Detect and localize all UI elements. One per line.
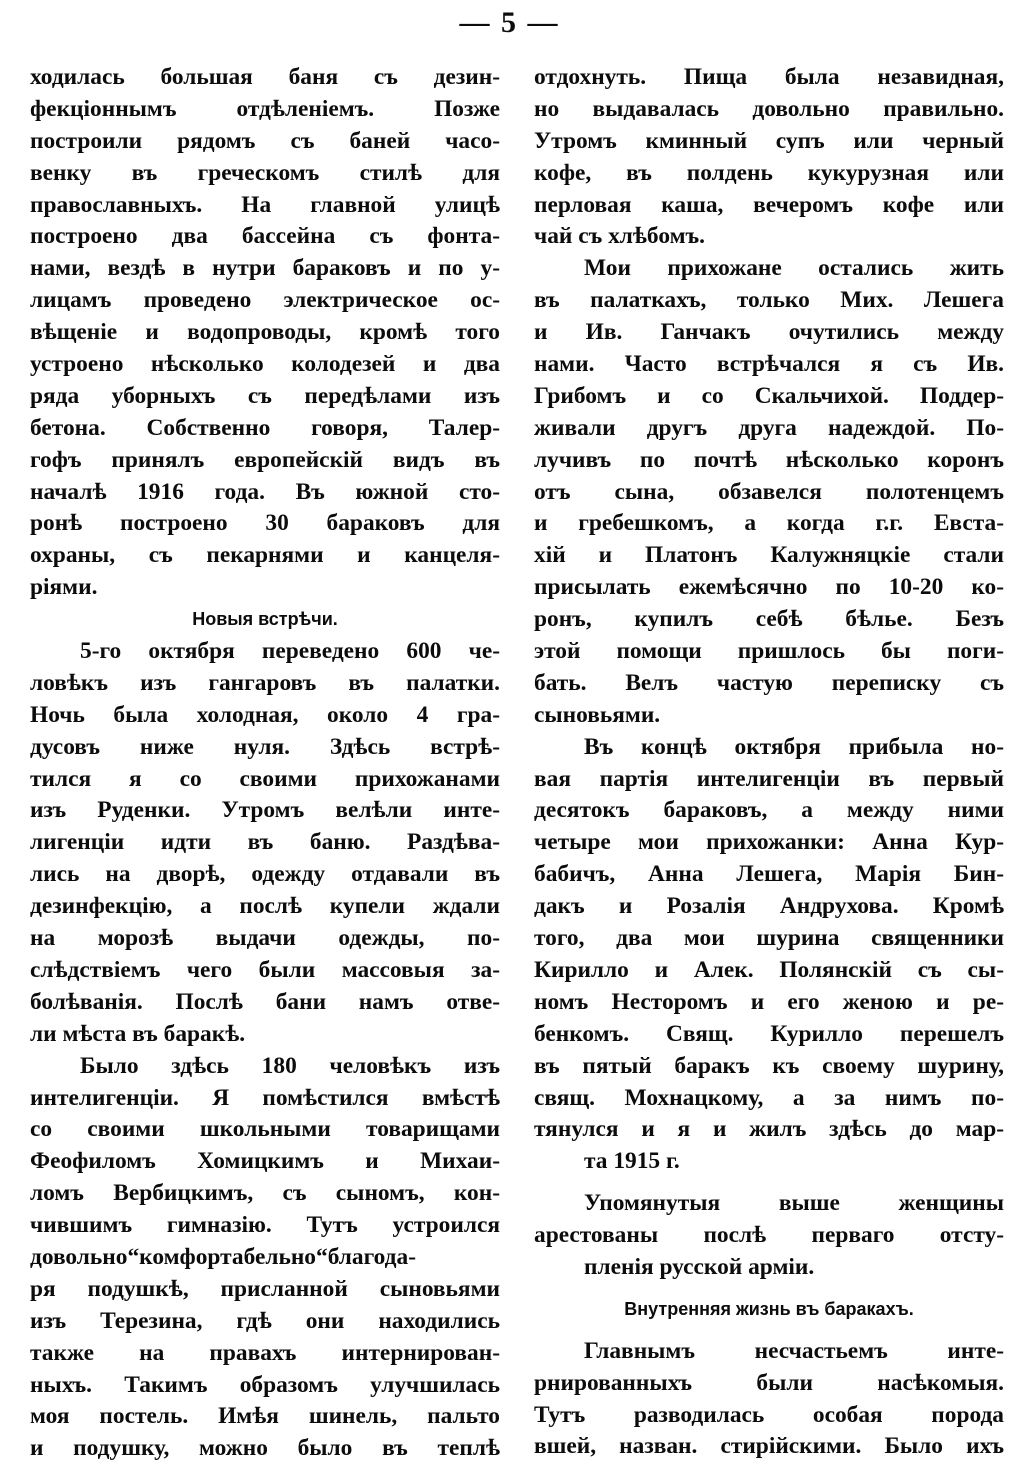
text-line: охраны, съ пекарнями и канцеля-	[30, 542, 500, 569]
text-line: ронѣ построено 30 бараковъ для	[30, 510, 500, 537]
text-line: слѣдствіемъ чего были массовыя за-	[30, 956, 500, 983]
text-line: дусовъ ниже нуля. Здѣсь встрѣ-	[30, 733, 500, 760]
text-line: чившимъ гимназію. Тутъ устроился	[30, 1212, 500, 1239]
text-line: въ палаткахъ, только Мих. Лешега	[534, 287, 1004, 314]
text-line: свящ. Мохнацкому, а за нимъ по-	[534, 1084, 1004, 1111]
text-line: также на правахъ интернирован-	[30, 1339, 500, 1366]
text-line: венку въ греческомъ стилѣ для	[30, 159, 500, 186]
text-line: и подушку, можно было въ теплѣ	[30, 1435, 500, 1462]
text-line: отъ сына, обзавелся полотенцемъ	[534, 478, 1004, 505]
paragraph	[534, 1336, 1004, 1464]
text-line: гофъ принялъ европейскій видъ въ	[30, 446, 500, 473]
text-line: пленія русской арміи.	[584, 1253, 815, 1280]
text-line: устроено нѣсколько колодезей и два	[30, 351, 500, 378]
text-line: лись на дворѣ, одежду отдавали въ	[30, 861, 500, 888]
section-heading: Новыя встрѣчи.	[192, 609, 338, 630]
spacer	[534, 1178, 1004, 1188]
text-line: бабичъ, Анна Лешега, Марія Бин-	[534, 861, 1004, 888]
text-line: ныхъ. Такимъ образомъ улучшилась	[30, 1371, 500, 1398]
text-line: хій и Платонъ Калужняцкіе стали	[534, 542, 1004, 569]
text-line: дезинфекцію, а послѣ купели ждали	[30, 893, 500, 920]
text-line: вѣщеніе и водопроводы, кромѣ того	[30, 319, 500, 346]
text-line: со своими школьными товарищами	[30, 1116, 500, 1143]
text-line: лицамъ проведено электрическое ос-	[30, 287, 500, 314]
text-line: сыновьями.	[534, 701, 661, 728]
text-line: присылать ежемѣсячно по 10-20 ко-	[534, 574, 1004, 601]
text-line: бетона. Собственно говоря, Талер-	[30, 414, 500, 441]
text-line: Главнымъ несчастьемъ инте-	[584, 1337, 1004, 1364]
text-line: арестованы послѣ перваго отсту-	[534, 1222, 1004, 1249]
text-line: 5-го октября переведено 600 че-	[80, 638, 500, 665]
text-line: десятокъ бараковъ, а между ними	[534, 797, 1004, 824]
text-line: Въ концѣ октября прибыла но-	[584, 733, 1004, 760]
text-line: и гребешкомъ, а когда г.г. Евста-	[534, 510, 1004, 537]
paragraph	[30, 636, 500, 1051]
text-line: тянулся и я и жилъ здѣсь до мар-	[534, 1116, 1004, 1143]
text-line: болѣванія. Послѣ бани намъ отве-	[30, 988, 500, 1015]
text-line: тился я со своими прихожанами	[30, 765, 500, 792]
text-line: ломъ Вербицкимъ, съ сыномъ, кон-	[30, 1180, 500, 1207]
text-line: Тутъ разводилась особая порода	[534, 1401, 1004, 1428]
spacer	[534, 1326, 1004, 1336]
paragraph	[30, 62, 500, 604]
text-line: бать. Велъ частую переписку съ	[534, 669, 1004, 696]
text-line: отдохнуть. Пища была незавидная,	[534, 64, 1004, 90]
text-line: этой помощи пришлось бы поги-	[534, 638, 1004, 665]
text-line: православныхъ. На главной улицѣ	[30, 191, 500, 218]
spacer	[534, 1284, 1004, 1294]
text-line: довольно“комфортабельно“благода-	[30, 1243, 417, 1270]
paragraph	[534, 1188, 1004, 1284]
text-line: номъ Несторомъ и его женою и ре-	[534, 988, 1004, 1015]
paragraph	[534, 732, 1004, 1178]
text-line: рнированныхъ были насѣкомыя.	[534, 1369, 1004, 1396]
text-line: кофе, въ полдень кукурузная или	[534, 159, 1004, 186]
text-line: нами. Часто встрѣчался я съ Ив.	[534, 351, 1004, 378]
text-line: Кирилло и Алек. Полянскій съ сы-	[534, 956, 1004, 983]
text-line: началѣ 1916 года. Въ южной сто-	[30, 478, 500, 505]
text-line: вая партія интелигенціи въ первый	[534, 765, 1004, 792]
paragraph	[30, 1051, 500, 1465]
page-number: — 5 —	[459, 6, 560, 39]
text-line: ря подушкѣ, присланной сыновьями	[30, 1275, 500, 1302]
left-column	[30, 62, 500, 1465]
text-line: живали другъ друга надеждой. По-	[534, 414, 1004, 441]
text-line: нами, вездѣ в нутри бараковъ и по у-	[30, 255, 500, 282]
text-line: построили рядомъ съ баней часо-	[30, 127, 500, 154]
text-line: чай съ хлѣбомъ.	[534, 223, 705, 250]
paragraph	[534, 253, 1004, 731]
right-column	[534, 62, 1004, 1463]
text-line: на морозѣ выдачи одежды, по-	[30, 925, 500, 952]
text-line: Упомянутыя выше женщины	[584, 1190, 1004, 1217]
text-line: Ночь была холодная, около 4 гра-	[30, 701, 500, 728]
paragraph	[534, 62, 1004, 253]
text-line: и Ив. Ганчакъ очутились между	[534, 319, 1004, 346]
text-line: дакъ и Розалія Андрухова. Кромѣ	[534, 893, 1004, 920]
text-line: того, два мои шурина священники	[534, 925, 1004, 952]
text-line: изъ Руденки. Утромъ велѣли инте-	[30, 797, 500, 824]
text-line: построено два бассейна съ фонта-	[30, 223, 500, 250]
text-line: та 1915 г.	[584, 1148, 680, 1175]
text-line: фекціоннымъ отдѣленіемъ. Позже	[30, 95, 500, 122]
text-line: бенкомъ. Свящ. Курилло перешелъ	[534, 1020, 1004, 1047]
text-line: четыре мои прихожанки: Анна Кур-	[534, 829, 1004, 856]
section-heading: Внутренняя жизнь въ баракахъ.	[624, 1298, 914, 1319]
text-line: вшей, назван. стирійскими. Было ихъ	[534, 1433, 1004, 1460]
text-line: Было здѣсь 180 человѣкъ изъ	[80, 1052, 500, 1079]
text-line: но выдавалась довольно правильно.	[534, 95, 1004, 122]
text-line: интелигенціи. Я помѣстился вмѣстѣ	[30, 1084, 500, 1111]
text-line: лучивъ по почтѣ нѣсколько коронъ	[534, 446, 1004, 473]
text-line: перловая каша, вечеромъ кофе или	[534, 191, 1004, 218]
text-line: ли мѣста въ баракѣ.	[30, 1020, 246, 1047]
text-line: лигенціи идти въ баню. Раздѣва-	[30, 829, 500, 856]
text-line: ронъ, купилъ себѣ бѣлье. Безъ	[534, 606, 1004, 633]
text-line: въ пятый баракъ къ своему шурину,	[534, 1052, 1004, 1079]
text-line: ряда уборныхъ съ передѣлами изъ	[30, 382, 500, 409]
text-line: ловѣкъ изъ гангаровъ въ палатки.	[30, 669, 500, 696]
text-line: ходилась большая баня съ дезин-	[30, 64, 500, 90]
text-line: Мои прихожане остались жить	[584, 255, 1004, 282]
text-line: Грибомъ и со Скальчихой. Поддер-	[534, 382, 1004, 409]
text-line: ріями.	[30, 574, 98, 601]
text-line: Феофиломъ Хомицкимъ и Михаи-	[30, 1148, 500, 1175]
text-line: изъ Терезина, гдѣ они находились	[30, 1307, 500, 1334]
text-line: моя постель. Имѣя шинель, пальто	[30, 1403, 500, 1430]
text-line: Утромъ кминный супъ или черный	[534, 127, 1004, 154]
